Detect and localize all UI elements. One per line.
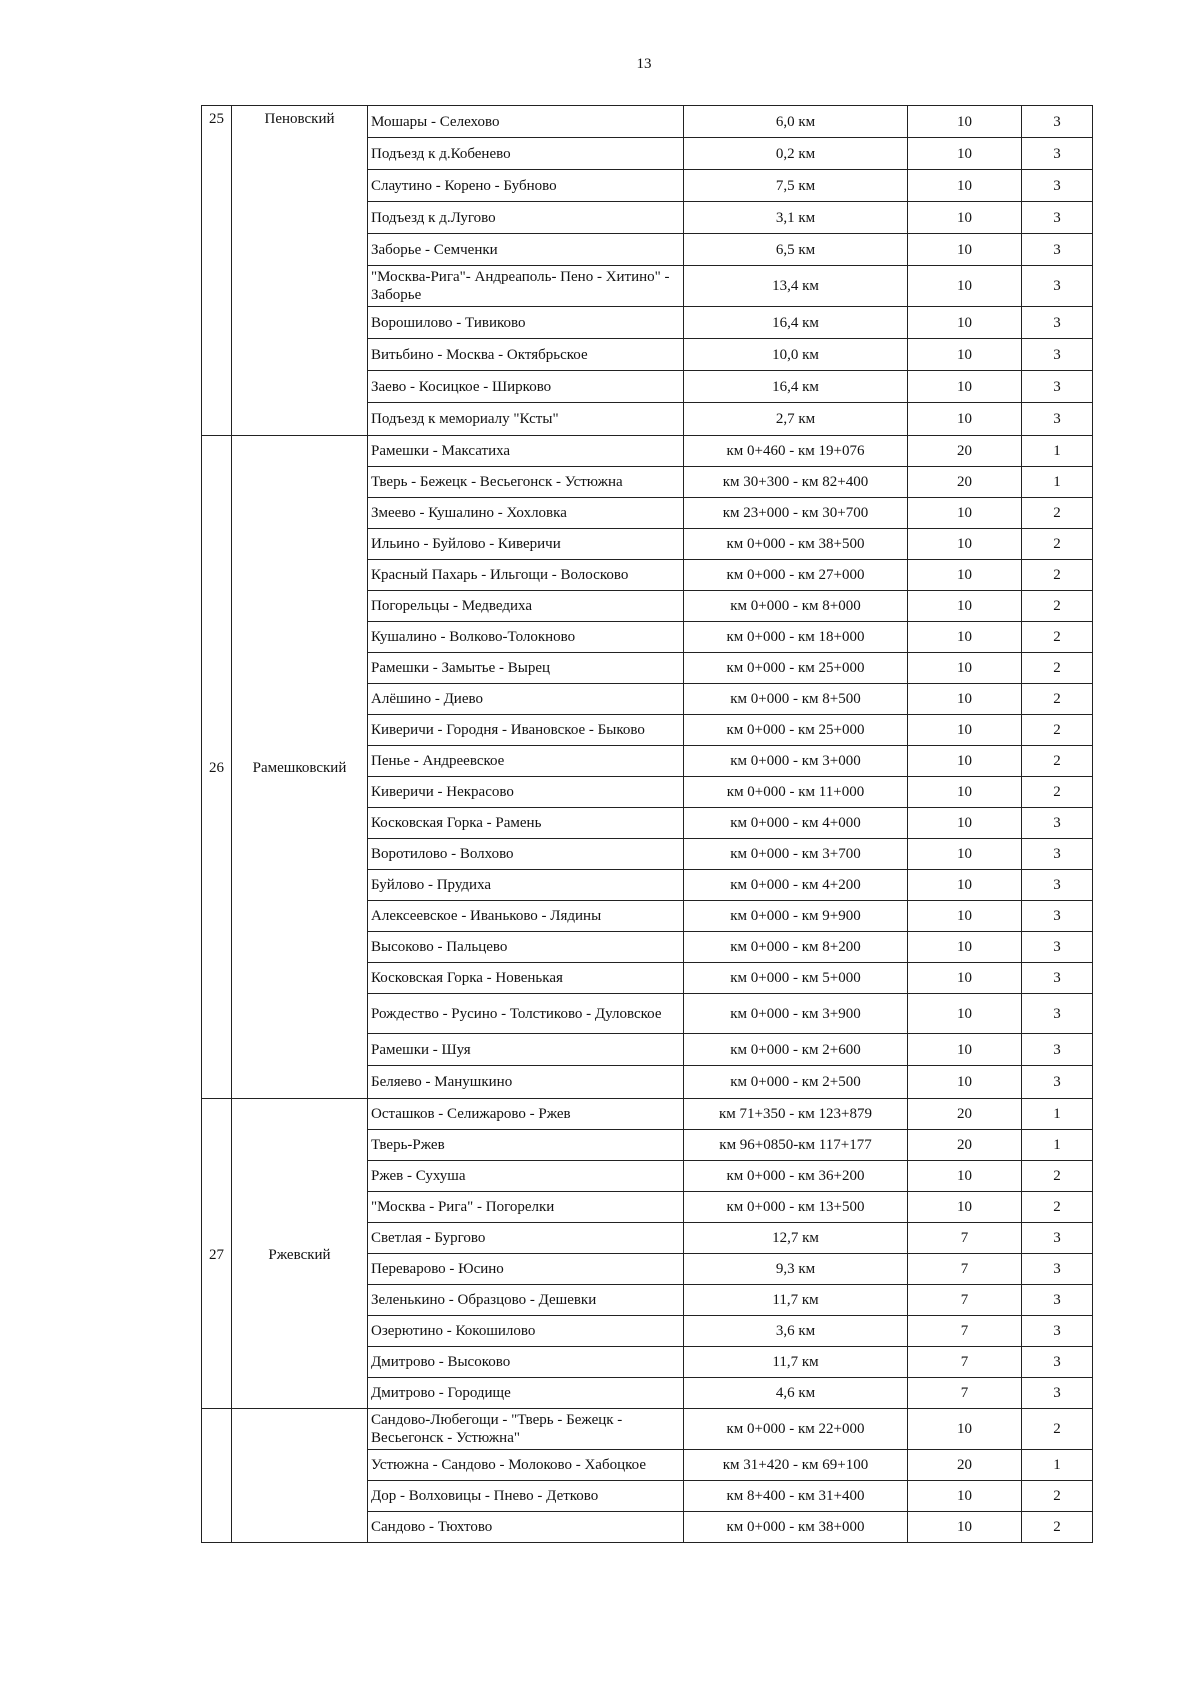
road-width: 10 [908, 591, 1022, 622]
table-row [202, 1409, 1093, 1450]
road-category: 3 [1022, 870, 1093, 901]
road-category: 2 [1022, 1481, 1093, 1512]
road-width: 10 [908, 901, 1022, 932]
road-width: 10 [908, 963, 1022, 994]
roads-table-body [202, 106, 1093, 1543]
road-name: Рамешки - Максатиха [368, 436, 684, 467]
road-width: 10 [908, 202, 1022, 234]
road-name: Ильино - Буйлово - Киверичи [368, 529, 684, 560]
district-name: Пеновский [232, 106, 368, 436]
road-width: 10 [908, 560, 1022, 591]
road-length: км 0+000 - км 25+000 [684, 653, 908, 684]
road-name: Подъезд к д.Кобенево [368, 138, 684, 170]
road-width: 20 [908, 1130, 1022, 1161]
road-length: 4,6 км [684, 1378, 908, 1409]
road-length: 11,7 км [684, 1285, 908, 1316]
group-number [202, 1409, 232, 1543]
road-name: Витьбино - Москва - Октябрьское [368, 339, 684, 371]
district-name: Рамешковский [232, 436, 368, 1099]
road-category: 3 [1022, 901, 1093, 932]
road-width: 10 [908, 266, 1022, 307]
road-category: 3 [1022, 266, 1093, 307]
road-name: Кушалино - Волково-Толокново [368, 622, 684, 653]
road-length: км 0+000 - км 4+000 [684, 808, 908, 839]
road-width: 10 [908, 1481, 1022, 1512]
road-category: 3 [1022, 371, 1093, 403]
road-length: км 96+0850-км 117+177 [684, 1130, 908, 1161]
road-category: 2 [1022, 715, 1093, 746]
road-width: 20 [908, 467, 1022, 498]
road-category: 3 [1022, 170, 1093, 202]
road-width: 10 [908, 529, 1022, 560]
road-length: 6,5 км [684, 234, 908, 266]
road-width: 10 [908, 715, 1022, 746]
road-category: 2 [1022, 684, 1093, 715]
road-category: 3 [1022, 1034, 1093, 1066]
road-width: 10 [908, 870, 1022, 901]
road-length: км 0+000 - км 5+000 [684, 963, 908, 994]
road-length: км 0+000 - км 4+200 [684, 870, 908, 901]
road-name: Рамешки - Замытье - Вырец [368, 653, 684, 684]
road-name: Слаутино - Корено - Бубново [368, 170, 684, 202]
road-width: 10 [908, 746, 1022, 777]
road-name: Подъезд к д.Лугово [368, 202, 684, 234]
road-name: Киверичи - Городня - Ивановское - Быково [368, 715, 684, 746]
road-length: км 0+460 - км 19+076 [684, 436, 908, 467]
road-name: Осташков - Селижарово - Ржев [368, 1099, 684, 1130]
road-width: 10 [908, 653, 1022, 684]
road-width: 20 [908, 1450, 1022, 1481]
road-width: 20 [908, 1099, 1022, 1130]
road-name: Устюжна - Сандово - Молоково - Хабоцкое [368, 1450, 684, 1481]
road-length: км 0+000 - км 8+000 [684, 591, 908, 622]
road-length: км 0+000 - км 27+000 [684, 560, 908, 591]
road-name: Дмитрово - Высоково [368, 1347, 684, 1378]
road-width: 10 [908, 932, 1022, 963]
table-row [202, 436, 1093, 467]
road-width: 10 [908, 1409, 1022, 1450]
road-name: Зеленькино - Образцово - Дешевки [368, 1285, 684, 1316]
road-category: 3 [1022, 932, 1093, 963]
road-category: 3 [1022, 1378, 1093, 1409]
road-length: км 0+000 - км 8+200 [684, 932, 908, 963]
road-width: 10 [908, 138, 1022, 170]
road-length: 11,7 км [684, 1347, 908, 1378]
road-name: Змеево - Кушалино - Хохловка [368, 498, 684, 529]
road-name: Дмитрово - Городище [368, 1378, 684, 1409]
road-category: 3 [1022, 1254, 1093, 1285]
road-category: 3 [1022, 963, 1093, 994]
road-length: 16,4 км [684, 307, 908, 339]
road-length: 3,1 км [684, 202, 908, 234]
road-length: 16,4 км [684, 371, 908, 403]
road-category: 3 [1022, 339, 1093, 371]
road-width: 10 [908, 1034, 1022, 1066]
road-width: 10 [908, 170, 1022, 202]
road-category: 2 [1022, 777, 1093, 808]
road-name: Погорельцы - Медведиха [368, 591, 684, 622]
road-category: 2 [1022, 529, 1093, 560]
road-width: 20 [908, 436, 1022, 467]
road-category: 3 [1022, 307, 1093, 339]
road-category: 3 [1022, 994, 1093, 1034]
road-width: 10 [908, 777, 1022, 808]
road-name: Рождество - Русино - Толстиково - Дуловское [368, 994, 684, 1034]
road-length: км 0+000 - км 36+200 [684, 1161, 908, 1192]
road-name: Сандово-Любегощи - "Тверь - Бежецк - Весьегонск - Устюжна" [368, 1409, 684, 1450]
road-category: 3 [1022, 1223, 1093, 1254]
road-category: 1 [1022, 467, 1093, 498]
road-category: 3 [1022, 202, 1093, 234]
road-name: Заево - Косицкое - Ширково [368, 371, 684, 403]
road-length: км 0+000 - км 11+000 [684, 777, 908, 808]
road-length: км 0+000 - км 3+900 [684, 994, 908, 1034]
road-name: Мошары - Селехово [368, 106, 684, 138]
road-width: 7 [908, 1223, 1022, 1254]
road-category: 2 [1022, 1409, 1093, 1450]
road-width: 10 [908, 994, 1022, 1034]
road-name: Тверь - Бежецк - Весьегонск - Устюжна [368, 467, 684, 498]
table-row [202, 1099, 1093, 1130]
road-width: 10 [908, 106, 1022, 138]
road-width: 10 [908, 1192, 1022, 1223]
road-name: Алёшино - Диево [368, 684, 684, 715]
road-width: 10 [908, 234, 1022, 266]
road-length: 7,5 км [684, 170, 908, 202]
road-length: 2,7 км [684, 403, 908, 436]
road-length: 12,7 км [684, 1223, 908, 1254]
road-length: км 0+000 - км 13+500 [684, 1192, 908, 1223]
road-width: 10 [908, 1161, 1022, 1192]
road-name: Пенье - Андреевское [368, 746, 684, 777]
road-category: 2 [1022, 1161, 1093, 1192]
road-name: Косковская Горка - Рамень [368, 808, 684, 839]
road-width: 7 [908, 1347, 1022, 1378]
road-category: 2 [1022, 560, 1093, 591]
road-length: 3,6 км [684, 1316, 908, 1347]
road-category: 1 [1022, 1130, 1093, 1161]
road-name: Буйлово - Прудиха [368, 870, 684, 901]
road-width: 10 [908, 403, 1022, 436]
road-name: "Москва - Рига" - Погорелки [368, 1192, 684, 1223]
road-length: км 71+350 - км 123+879 [684, 1099, 908, 1130]
road-name: Воротилово - Волхово [368, 839, 684, 870]
road-category: 3 [1022, 138, 1093, 170]
road-width: 10 [908, 307, 1022, 339]
road-length: км 0+000 - км 38+000 [684, 1512, 908, 1543]
road-category: 1 [1022, 1099, 1093, 1130]
road-category: 3 [1022, 808, 1093, 839]
road-category: 2 [1022, 498, 1093, 529]
group-number: 26 [202, 436, 232, 1099]
road-name: Светлая - Бургово [368, 1223, 684, 1254]
road-name: "Москва-Рига"- Андреаполь- Пено - Хитино" - Заборье [368, 266, 684, 307]
road-width: 10 [908, 371, 1022, 403]
road-category: 2 [1022, 1192, 1093, 1223]
road-length: 0,2 км [684, 138, 908, 170]
road-length: км 0+000 - км 3+000 [684, 746, 908, 777]
road-length: 13,4 км [684, 266, 908, 307]
district-name [232, 1409, 368, 1543]
road-length: км 0+000 - км 9+900 [684, 901, 908, 932]
road-name: Красный Пахарь - Ильгощи - Волосково [368, 560, 684, 591]
road-category: 3 [1022, 839, 1093, 870]
road-length: 9,3 км [684, 1254, 908, 1285]
road-name: Беляево - Манушкино [368, 1066, 684, 1099]
road-length: км 30+300 - км 82+400 [684, 467, 908, 498]
roads-table [201, 105, 1093, 1543]
road-width: 10 [908, 1512, 1022, 1543]
road-length: км 0+000 - км 3+700 [684, 839, 908, 870]
road-length: км 0+000 - км 18+000 [684, 622, 908, 653]
road-name: Косковская Горка - Новенькая [368, 963, 684, 994]
road-length: км 0+000 - км 8+500 [684, 684, 908, 715]
road-category: 3 [1022, 1285, 1093, 1316]
road-width: 10 [908, 839, 1022, 870]
road-width: 10 [908, 1066, 1022, 1099]
road-category: 2 [1022, 1512, 1093, 1543]
road-name: Рамешки - Шуя [368, 1034, 684, 1066]
road-name: Озерютино - Кокошилово [368, 1316, 684, 1347]
road-length: км 0+000 - км 22+000 [684, 1409, 908, 1450]
road-length: 6,0 км [684, 106, 908, 138]
road-length: км 31+420 - км 69+100 [684, 1450, 908, 1481]
road-width: 7 [908, 1285, 1022, 1316]
road-width: 7 [908, 1378, 1022, 1409]
road-category: 1 [1022, 436, 1093, 467]
road-category: 3 [1022, 234, 1093, 266]
road-length: км 0+000 - км 2+500 [684, 1066, 908, 1099]
road-width: 10 [908, 684, 1022, 715]
road-width: 7 [908, 1316, 1022, 1347]
road-category: 3 [1022, 1347, 1093, 1378]
district-name: Ржевский [232, 1099, 368, 1409]
road-width: 7 [908, 1254, 1022, 1285]
road-category: 2 [1022, 591, 1093, 622]
road-name: Подъезд к мемориалу "Ксты" [368, 403, 684, 436]
road-category: 3 [1022, 1066, 1093, 1099]
road-category: 3 [1022, 403, 1093, 436]
road-length: км 0+000 - км 2+600 [684, 1034, 908, 1066]
road-width: 10 [908, 339, 1022, 371]
road-width: 10 [908, 622, 1022, 653]
road-category: 1 [1022, 1450, 1093, 1481]
road-name: Дор - Волховицы - Пнево - Детково [368, 1481, 684, 1512]
road-category: 3 [1022, 106, 1093, 138]
road-name: Высоково - Пальцево [368, 932, 684, 963]
road-name: Заборье - Семченки [368, 234, 684, 266]
road-category: 2 [1022, 653, 1093, 684]
road-name: Сандово - Тюхтово [368, 1512, 684, 1543]
road-name: Киверичи - Некрасово [368, 777, 684, 808]
road-length: 10,0 км [684, 339, 908, 371]
road-name: Ворошилово - Тивиково [368, 307, 684, 339]
table-row [202, 106, 1093, 138]
road-length: км 0+000 - км 38+500 [684, 529, 908, 560]
page-number: 13 [636, 56, 652, 72]
road-category: 3 [1022, 1316, 1093, 1347]
road-width: 10 [908, 498, 1022, 529]
road-name: Тверь-Ржев [368, 1130, 684, 1161]
road-length: км 8+400 - км 31+400 [684, 1481, 908, 1512]
group-number: 27 [202, 1099, 232, 1409]
road-length: км 23+000 - км 30+700 [684, 498, 908, 529]
road-name: Ржев - Сухуша [368, 1161, 684, 1192]
road-length: км 0+000 - км 25+000 [684, 715, 908, 746]
road-name: Переварово - Юсино [368, 1254, 684, 1285]
group-number: 25 [202, 106, 232, 436]
road-width: 10 [908, 808, 1022, 839]
road-name: Алексеевское - Иваньково - Лядины [368, 901, 684, 932]
road-category: 2 [1022, 746, 1093, 777]
road-category: 2 [1022, 622, 1093, 653]
